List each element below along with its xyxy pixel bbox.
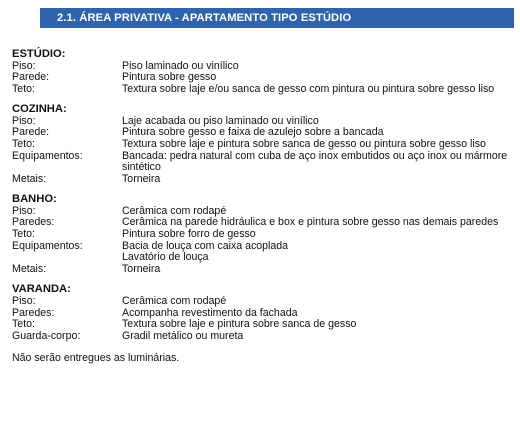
section-title: VARANDA: [12,283,71,296]
section-estúdio [12,48,512,95]
section-banho [12,193,512,275]
spec-label: Teto: [12,137,35,150]
footer-note: Não serão entregues as luminárias. [12,352,180,365]
section-cozinha [12,103,512,185]
spec-value: Textura sobre laje e pintura sobre sanca de gesso ou pintura sobre gesso liso [122,137,486,150]
section-header-title: 2.1. ÁREA PRIVATIVA - APARTAMENTO TIPO ESTÚDIO [57,12,352,24]
spec-label: Piso: [12,294,36,307]
spec-row [12,217,512,229]
spec-value: Textura sobre laje e/ou sanca de gesso com pintura ou pintura sobre gesso liso [122,82,495,95]
spec-value: Cerâmica com rodapé [122,294,227,307]
spec-label: Equipamentos: [12,149,83,162]
spec-row [12,72,512,84]
spec-value: Piso laminado ou vinílico [122,59,239,72]
spec-label: Piso: [12,114,36,127]
spec-row [12,151,512,174]
spec-label: Piso: [12,59,36,72]
spec-value: Textura sobre laje e pintura sobre sanca de gesso [122,318,357,331]
spec-value: Gradil metálico ou mureta [122,329,244,342]
spec-row [12,139,512,151]
spec-row [12,241,512,253]
spec-label: Guarda-corpo: [12,329,81,342]
spec-row [12,331,512,343]
spec-row [12,264,512,276]
sections-list [12,48,512,342]
spec-label: Teto: [12,228,35,241]
spec-row [12,252,512,264]
spec-row [12,84,512,96]
spec-value: Cerâmica com rodapé [122,204,227,217]
spec-label: Paredes: [12,306,55,319]
section-title: ESTÚDIO: [12,48,66,60]
spec-value: Torneira [122,262,161,275]
spec-row [12,61,512,73]
spec-value: Lavatório de louça [122,251,209,264]
spec-value: Pintura sobre gesso [122,71,217,84]
spec-value: Bacia de louça com caixa acoplada [122,239,289,252]
spec-value: Acompanha revestimento da fachada [122,306,298,319]
spec-row [12,174,512,186]
spec-value: Pintura sobre gesso e faixa de azulejo sobre a bancada [122,126,384,139]
spec-label: Parede: [12,126,50,139]
spec-row [12,319,512,331]
section-title: BANHO: [12,193,57,206]
spec-row [12,296,512,308]
section-varanda [12,283,512,342]
document-body [12,48,512,364]
spec-label: Paredes: [12,216,55,229]
spec-label: Teto: [12,318,35,331]
spec-row [12,229,512,241]
spec-value: Pintura sobre forro de gesso [122,228,256,241]
spec-label: Teto: [12,82,35,95]
spec-value: Bancada: pedra natural com cuba de aço inox embutidos ou aço inox ou mármore sintético [122,149,508,174]
section-title: COZINHA: [12,103,67,116]
spec-value: Torneira [122,172,161,185]
spec-label: Metais: [12,262,47,275]
spec-label: Equipamentos: [12,239,83,252]
spec-value: Cerâmica na parede hidráulica e box e pintura sobre gesso nas demais paredes [122,216,499,229]
spec-label: Piso: [12,204,36,217]
spec-value: Laje acabada ou piso laminado ou vinílico [122,114,319,127]
spec-label: Parede: [12,71,50,84]
spec-label: Metais: [12,172,47,185]
section-header [40,8,514,28]
